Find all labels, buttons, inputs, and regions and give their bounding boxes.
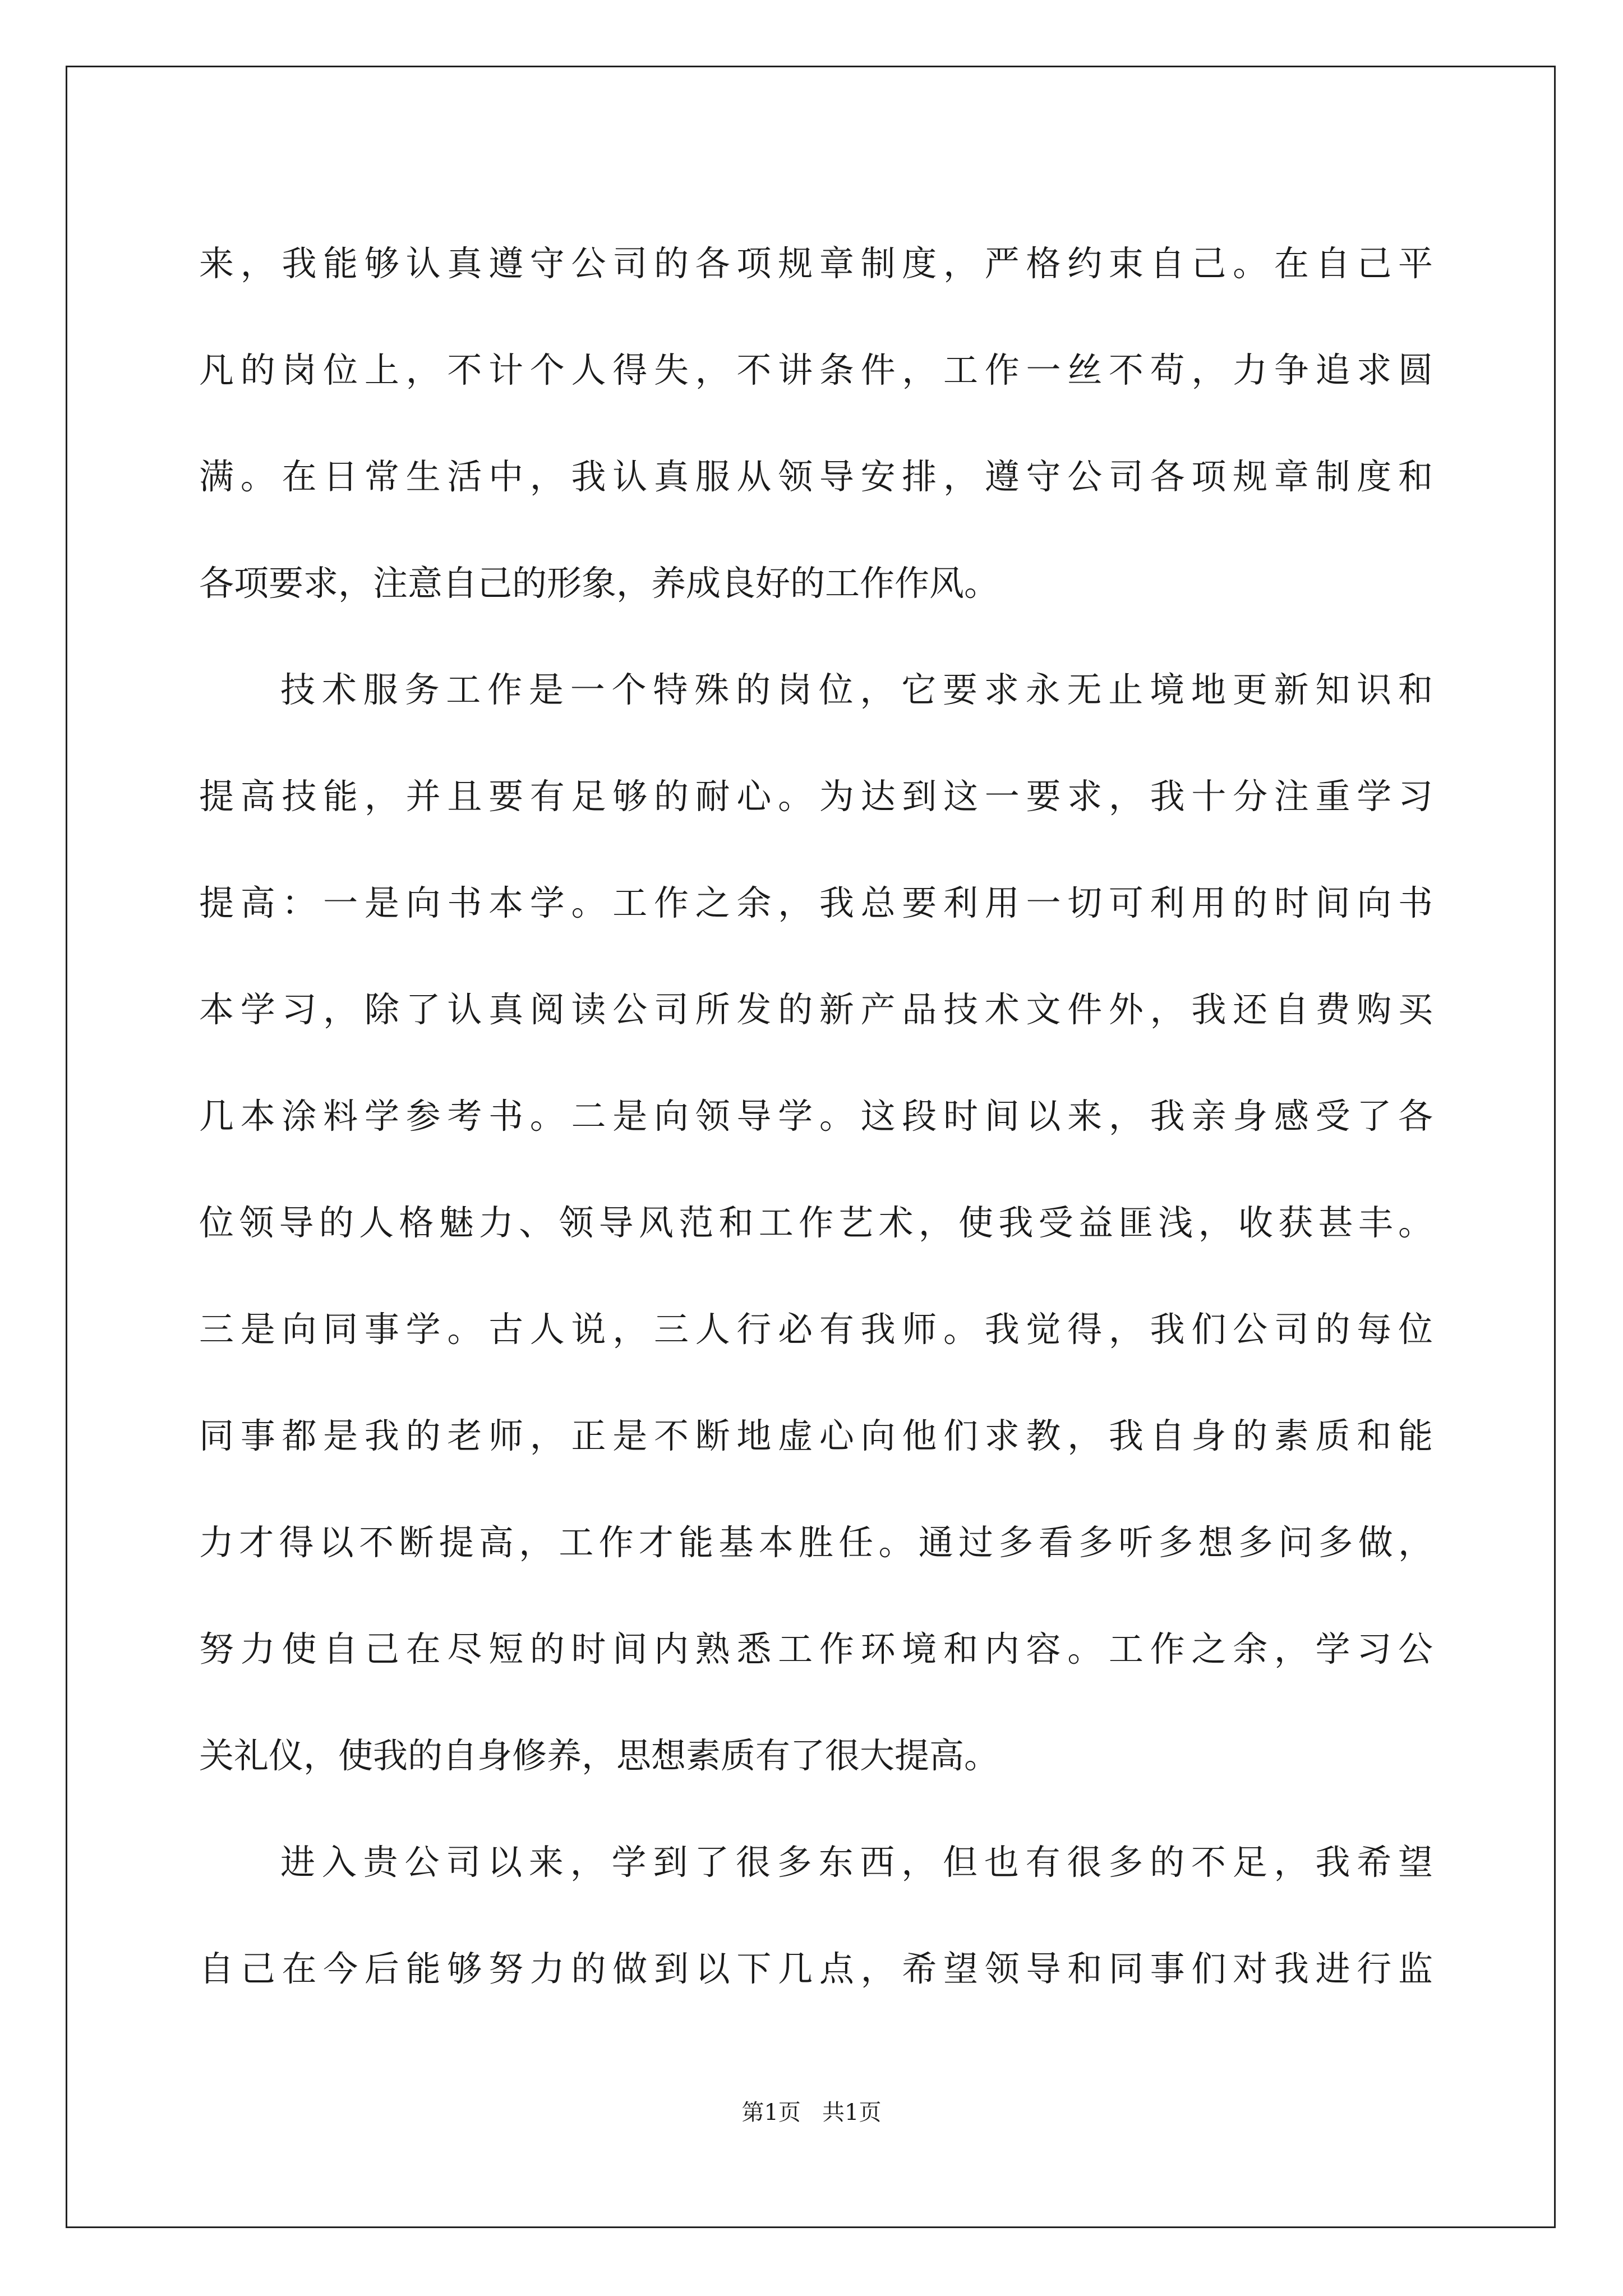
document-body [199,210,1433,2022]
text-line: 满。在日常生活中，我认真服从领导安排，遵守公司各项规章制度和 [199,456,1433,497]
text-line: 来，我能够认真遵守公司的各项规章制度，严格约束自己。在自己平 [199,243,1433,284]
text-line: 力才得以不断提高，工作才能基本胜任。通过多看多听多想多问多做， [199,1522,1433,1563]
text-line: 关礼仪，使我的自身修养，思想素质有了很大提高。 [199,1735,999,1776]
text-line: 进入贵公司以来，学到了很多东西，但也有很多的不足，我希望 [280,1842,1433,1883]
text-line: 技术服务工作是一个特殊的岗位，它要求永无止境地更新知识和 [280,669,1433,710]
text-line: 本学习，除了认真阅读公司所发的新产品技术文件外，我还自费购买 [199,989,1433,1030]
text-line: 同事都是我的老师，正是不断地虚心向他们求教，我自身的素质和能 [199,1415,1433,1456]
text-line: 几本涂料学参考书。二是向领导学。这段时间以来，我亲身感受了各 [199,1096,1433,1137]
text-line: 努力使自己在尽短的时间内熟悉工作环境和内容。工作之余，学习公 [199,1628,1433,1669]
page-number: 第1页 共1页 [741,2100,882,2125]
text-line: 三是向同事学。古人说，三人行必有我师。我觉得，我们公司的每位 [199,1309,1433,1350]
text-line: 各项要求，注意自己的形象，养成良好的工作作风。 [199,563,999,604]
page-footer [0,2097,1623,2128]
text-line: 自己在今后能够努力的做到以下几点，希望领导和同事们对我进行监 [199,1948,1433,1989]
text-line: 提高：一是向书本学。工作之余，我总要利用一切可利用的时间向书 [199,882,1433,923]
text-line: 提高技能，并且要有足够的耐心。为达到这一要求，我十分注重学习 [199,776,1433,817]
text-line: 凡的岗位上，不计个人得失，不讲条件，工作一丝不苟，力争追求圆 [199,349,1433,390]
text-line: 位领导的人格魅力、领导风范和工作艺术，使我受益匪浅，收获甚丰。 [199,1202,1433,1243]
